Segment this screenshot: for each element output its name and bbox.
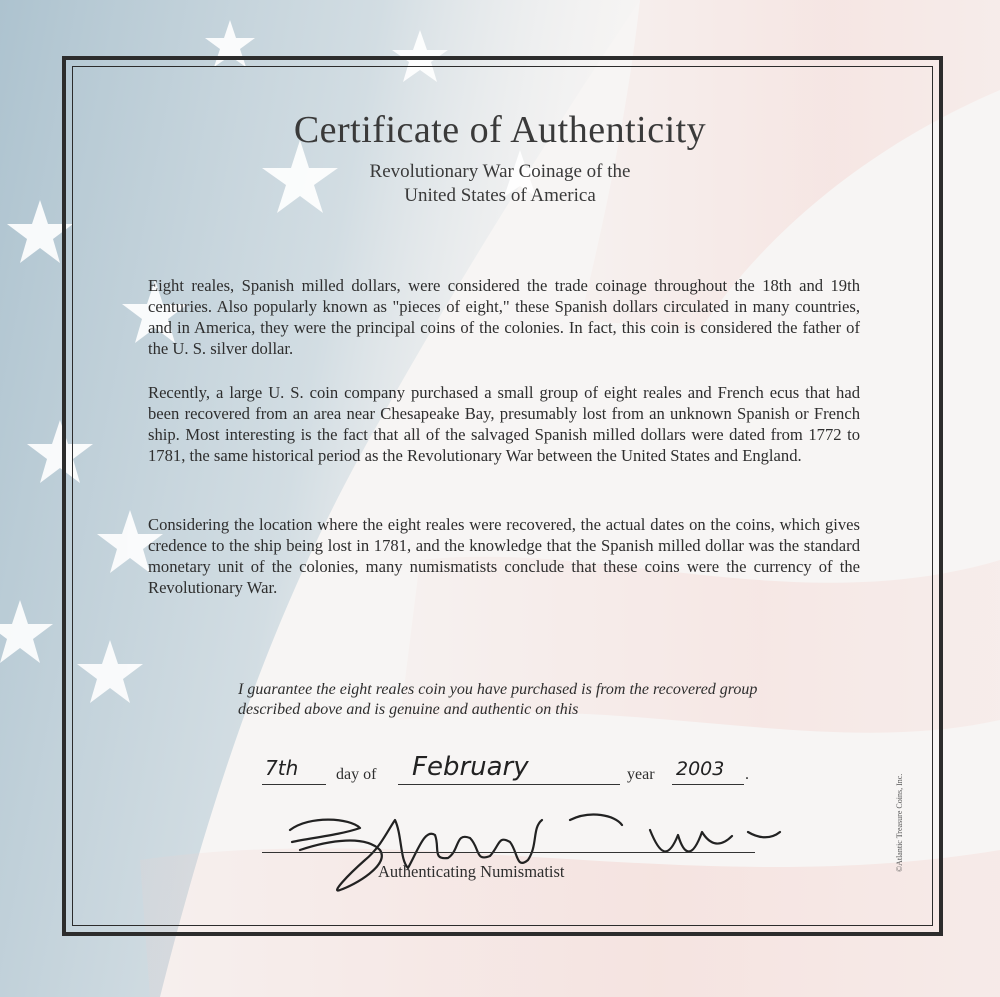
- year-blank-line: [672, 784, 744, 785]
- guarantee-statement: I guarantee the eight reales coin you have purchased is from the recovered group described above and is genuine and authentic on this: [238, 681, 758, 718]
- handwritten-day: 7th: [265, 756, 299, 780]
- year-label: year: [627, 766, 655, 783]
- paragraph-discovery: Recently, a large U. S. coin company purchased a small group of eight reales and French ecus that had been recovered from an area near Chesapeake Bay, presumably lost from an unknown Spanish or French ship. Most interesting is the fact that all of the salvaged Spanish milled dollars were dated from 1772 to 1781, the same historical period as the Revolutionary War between the United States and England.: [148, 383, 860, 465]
- paragraph-conclusion: Considering the location where the eight reales were recovered, the actual dates on the coins, which gives credence to the ship being lost in 1781, and the knowledge that the Spanish milled dollar was the standard monetary unit of the colonies, many numismatists conclude that these coins were the currency of the Revolutionary War.: [148, 515, 860, 597]
- certificate-subtitle-line2: United States of America: [404, 185, 596, 206]
- handwritten-month: February: [412, 752, 529, 782]
- copyright-notice: ©Atlantic Treasure Coins, Inc.: [895, 773, 904, 872]
- day-blank-line: [262, 784, 326, 785]
- date-period: .: [745, 766, 749, 783]
- signature-label: Authenticating Numismatist: [378, 862, 565, 881]
- handwritten-year: 2003: [676, 758, 725, 780]
- certificate-title: Certificate of Authenticity: [293, 109, 707, 151]
- certificate-subtitle-line1: Revolutionary War Coinage of the: [369, 161, 631, 182]
- signature-line: [262, 852, 755, 853]
- handwritten-signature: [270, 790, 790, 900]
- month-blank-line: [398, 784, 620, 785]
- paragraph-history: Eight reales, Spanish milled dollars, were considered the trade coinage throughout the 18th and 19th centuries. Also popularly known as "pieces of eight," these Spanish dollars circulated in many countries, and in America, they were the principal coins of the colonies. In fact, this coin is considered the father of the U. S. silver dollar.: [148, 276, 860, 358]
- day-of-label: day of: [336, 766, 377, 783]
